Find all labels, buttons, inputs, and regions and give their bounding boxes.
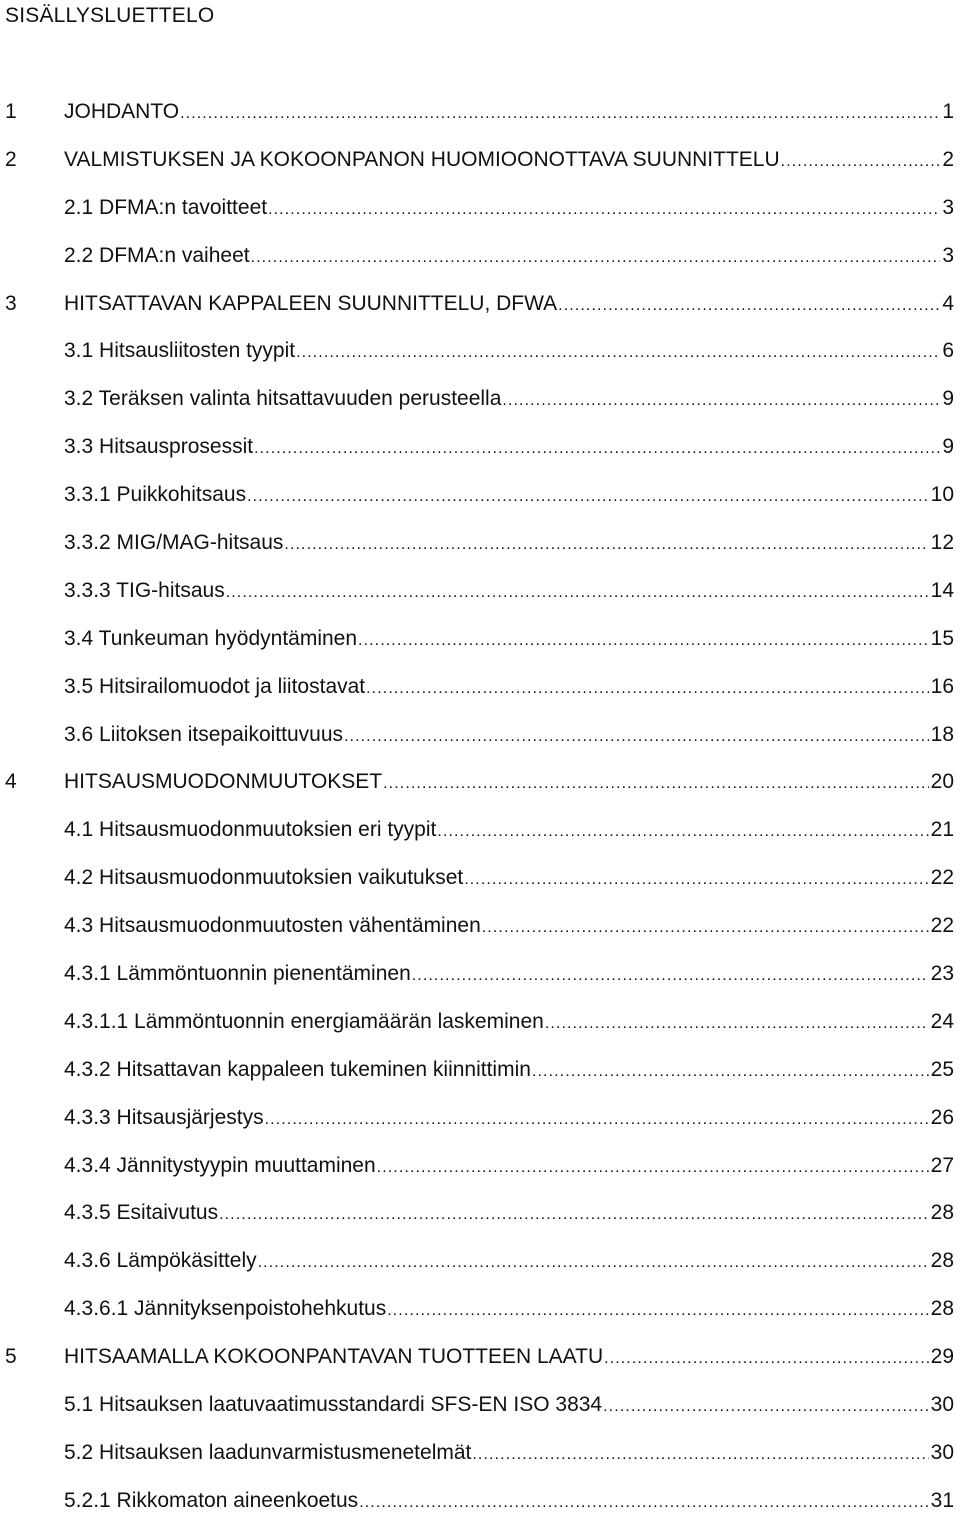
toc-entry-title: 3.3.3 TIG-hitsaus	[64, 578, 225, 602]
toc-entry-line	[64, 1237, 954, 1285]
toc-entry-title: 4.3.1 Lämmöntuonnin pienentäminen	[64, 962, 411, 986]
dot-leader	[604, 1335, 929, 1381]
toc-entry-line	[64, 1333, 954, 1381]
toc-entry-line	[64, 327, 954, 375]
toc-entry-line	[64, 567, 954, 615]
dot-leader	[265, 1096, 929, 1142]
toc-entry-title: 3.3.2 MIG/MAG-hitsaus	[64, 531, 284, 555]
toc-entry[interactable]	[0, 88, 960, 136]
toc-entry-title: 5.1 Hitsauksen laatuvaatimusstandardi SFS-EN ISO 3834	[64, 1393, 603, 1417]
toc-entry-page-number: 18	[930, 722, 954, 746]
toc-entry-line	[64, 1046, 954, 1094]
toc-entry[interactable]	[0, 806, 960, 854]
toc-entry-line	[64, 184, 954, 232]
toc-entry-page-number: 22	[930, 914, 954, 938]
toc-entry-page-number: 16	[930, 674, 954, 698]
toc-entry-title: 2.1 DFMA:n tavoitteet	[64, 195, 268, 219]
toc-entry[interactable]	[0, 375, 960, 423]
toc-entry-line	[64, 280, 954, 328]
toc-entry-title: 4.3.2 Hitsattavan kappaleen tukeminen kiinnittimin	[64, 1057, 531, 1081]
toc-entry-title: JOHDANTO	[64, 100, 180, 123]
toc-entry-title: 4.2 Hitsausmuodonmuutoksien vaikutukset	[64, 866, 464, 890]
toc-entry-page-number: 30	[930, 1440, 954, 1464]
dot-leader	[358, 617, 929, 663]
toc-entry[interactable]	[0, 1237, 960, 1285]
toc-entry-line	[64, 375, 954, 423]
toc-entry-page-number: 1	[942, 100, 954, 123]
toc-entry-title: VALMISTUKSEN JA KOKOONPANON HUOMIOONOTTAVA SUUNNITTELU	[64, 147, 780, 171]
toc-entry-page-number: 29	[930, 1345, 954, 1369]
toc-entry-page-number: 26	[930, 1105, 954, 1129]
toc-entry-page-number: 28	[930, 1201, 954, 1225]
toc-entry-line	[64, 758, 954, 806]
toc-entry-title: 3.1 Hitsausliitosten tyypit	[64, 339, 296, 363]
toc-entry[interactable]	[0, 998, 960, 1046]
toc-entry[interactable]	[0, 1381, 960, 1429]
toc-entry-page-number: 10	[930, 483, 954, 507]
toc-entry[interactable]	[0, 471, 960, 519]
toc-entry[interactable]	[0, 758, 960, 806]
toc-entry-title: 4.3.5 Esitaivutus	[64, 1201, 219, 1225]
dot-leader	[258, 1239, 929, 1285]
toc-entry-line	[64, 1142, 954, 1190]
toc-entry-title: 3.4 Tunkeuman hyödyntäminen	[64, 626, 358, 650]
toc-entry-title: 3.3.1 Puikkohitsaus	[64, 483, 247, 507]
toc-entry-page-number: 23	[930, 962, 954, 986]
toc-entry-line	[64, 663, 954, 711]
toc-entry-title: 4.3.1.1 Lämmöntuonnin energiamäärän laskeminen	[64, 1009, 544, 1033]
toc-entry[interactable]	[0, 327, 960, 375]
dot-leader	[558, 282, 940, 328]
dot-leader	[377, 1144, 929, 1190]
toc-entry-title: 4.3.6.1 Jännityksenpoistohehkutus	[64, 1297, 387, 1321]
toc-entry[interactable]	[0, 615, 960, 663]
toc-entry[interactable]	[0, 902, 960, 950]
toc-entry-line	[64, 1477, 954, 1525]
toc-entry-title: 4.3.6 Lämpökäsittely	[64, 1249, 257, 1273]
toc-entry[interactable]	[0, 232, 960, 280]
toc-entry-page-number: 12	[930, 531, 954, 555]
toc-entry-page-number: 22	[930, 866, 954, 890]
toc-entry-page-number: 9	[942, 387, 954, 411]
dot-leader	[344, 713, 929, 759]
toc-entry-page-number: 9	[942, 435, 954, 459]
toc-entry[interactable]	[0, 663, 960, 711]
toc-entry-title: 3.5 Hitsirailomuodot ja liitostavat	[64, 674, 366, 698]
toc-entry-page-number: 3	[942, 243, 954, 267]
toc-entry-line	[64, 1094, 954, 1142]
toc-entry[interactable]	[0, 1189, 960, 1237]
dot-leader	[254, 425, 940, 471]
dot-leader	[437, 808, 928, 854]
toc-entry-title: 2.2 DFMA:n vaiheet	[64, 243, 250, 267]
toc-entry-page-number: 20	[930, 770, 954, 794]
dot-leader	[532, 1048, 929, 1094]
dot-leader	[464, 856, 928, 902]
toc-entry-page-number: 15	[930, 626, 954, 650]
toc-entry[interactable]	[0, 567, 960, 615]
toc-entry[interactable]	[0, 280, 960, 328]
toc-entry-title: 4.3 Hitsausmuodonmuutosten vähentäminen	[64, 914, 481, 938]
dot-leader	[545, 1000, 929, 1046]
toc-entry-page-number: 28	[930, 1249, 954, 1273]
toc-entry-page-number: 21	[930, 818, 954, 842]
toc-entry-title: 4.3.3 Hitsausjärjestys	[64, 1105, 264, 1129]
dot-leader	[482, 904, 929, 950]
dot-leader	[383, 760, 929, 806]
dot-leader	[247, 473, 929, 519]
toc-entry-title: 4.3.4 Jännitystyypin muuttaminen	[64, 1153, 376, 1177]
dot-leader	[412, 952, 929, 998]
toc-entry[interactable]	[0, 519, 960, 567]
toc-entry-page-number: 24	[930, 1009, 954, 1033]
toc-entry-title: 3.3 Hitsausprosessit	[64, 435, 254, 459]
toc-entry-line	[64, 88, 954, 136]
toc-entry-number: 1	[5, 100, 17, 123]
toc-entry-line	[64, 1429, 954, 1477]
toc-entry-title: 4.1 Hitsausmuodonmuutoksien eri tyypit	[64, 818, 437, 842]
toc-entry[interactable]	[0, 1285, 960, 1333]
toc-entry[interactable]	[0, 711, 960, 759]
dot-leader	[781, 138, 941, 184]
toc-entry-title: 3.2 Teräksen valinta hitsattavuuden perusteella	[64, 387, 502, 411]
toc-entry[interactable]	[0, 184, 960, 232]
toc-entry-page-number: 3	[942, 195, 954, 219]
table-of-contents	[0, 88, 960, 1525]
toc-entry-line	[64, 711, 954, 759]
dot-leader	[219, 1191, 929, 1237]
toc-entry-page-number: 2	[942, 147, 954, 171]
toc-entry-title: HITSAAMALLA KOKOONPANTAVAN TUOTTEEN LAATU	[64, 1345, 604, 1369]
toc-entry-line	[64, 902, 954, 950]
toc-heading: SISÄLLYSLUETTELO	[5, 4, 215, 27]
toc-entry-line	[64, 615, 954, 663]
dot-leader	[472, 1431, 928, 1477]
dot-leader	[359, 1479, 928, 1525]
dot-leader	[366, 665, 929, 711]
toc-entry-title: HITSATTAVAN KAPPALEEN SUUNNITTELU, DFWA	[64, 291, 558, 315]
dot-leader	[284, 521, 928, 567]
toc-entry-line	[64, 854, 954, 902]
toc-entry[interactable]	[0, 854, 960, 902]
toc-entry-line	[64, 1381, 954, 1429]
toc-entry[interactable]	[0, 423, 960, 471]
toc-entry-line	[64, 1285, 954, 1333]
toc-entry[interactable]	[0, 1429, 960, 1477]
toc-entry-page-number: 30	[930, 1393, 954, 1417]
dot-leader	[226, 569, 929, 615]
toc-entry-number: 4	[5, 770, 17, 794]
toc-entry-line	[64, 806, 954, 854]
toc-entry-page-number: 25	[930, 1057, 954, 1081]
toc-entry-title: 3.6 Liitoksen itsepaikoittuvuus	[64, 722, 343, 746]
dot-leader	[251, 234, 941, 280]
toc-entry-line	[64, 423, 954, 471]
toc-entry-page-number: 14	[930, 578, 954, 602]
toc-entry[interactable]	[0, 1333, 960, 1381]
toc-entry-number: 3	[5, 291, 17, 315]
dot-leader	[603, 1383, 929, 1429]
toc-entry-title: HITSAUSMUODONMUUTOKSET	[64, 770, 383, 794]
toc-entry-line	[64, 998, 954, 1046]
toc-entry-page-number: 6	[942, 339, 954, 363]
toc-entry-page-number: 27	[930, 1153, 954, 1177]
toc-entry-line	[64, 519, 954, 567]
dot-leader	[268, 186, 940, 232]
toc-entry-line	[64, 1189, 954, 1237]
toc-entry[interactable]	[0, 1046, 960, 1094]
toc-entry-title: 5.2.1 Rikkomaton aineenkoetus	[64, 1488, 359, 1512]
toc-entry[interactable]	[0, 950, 960, 998]
toc-entry[interactable]	[0, 1142, 960, 1190]
toc-entry[interactable]	[0, 136, 960, 184]
toc-entry-number: 2	[5, 147, 17, 171]
toc-entry-page-number: 28	[930, 1297, 954, 1321]
toc-entry[interactable]	[0, 1094, 960, 1142]
dot-leader	[387, 1287, 928, 1333]
toc-entry-line	[64, 136, 954, 184]
toc-entry-page-number: 31	[930, 1488, 954, 1512]
toc-entry-page-number: 4	[942, 291, 954, 315]
dot-leader	[296, 329, 940, 375]
toc-entry-line	[64, 232, 954, 280]
toc-entry[interactable]	[0, 1477, 960, 1525]
dot-leader	[180, 90, 940, 136]
toc-entry-line	[64, 950, 954, 998]
dot-leader	[502, 377, 940, 423]
toc-entry-title: 5.2 Hitsauksen laadunvarmistusmenetelmät	[64, 1440, 472, 1464]
toc-entry-number: 5	[5, 1345, 17, 1369]
toc-entry-line	[64, 471, 954, 519]
